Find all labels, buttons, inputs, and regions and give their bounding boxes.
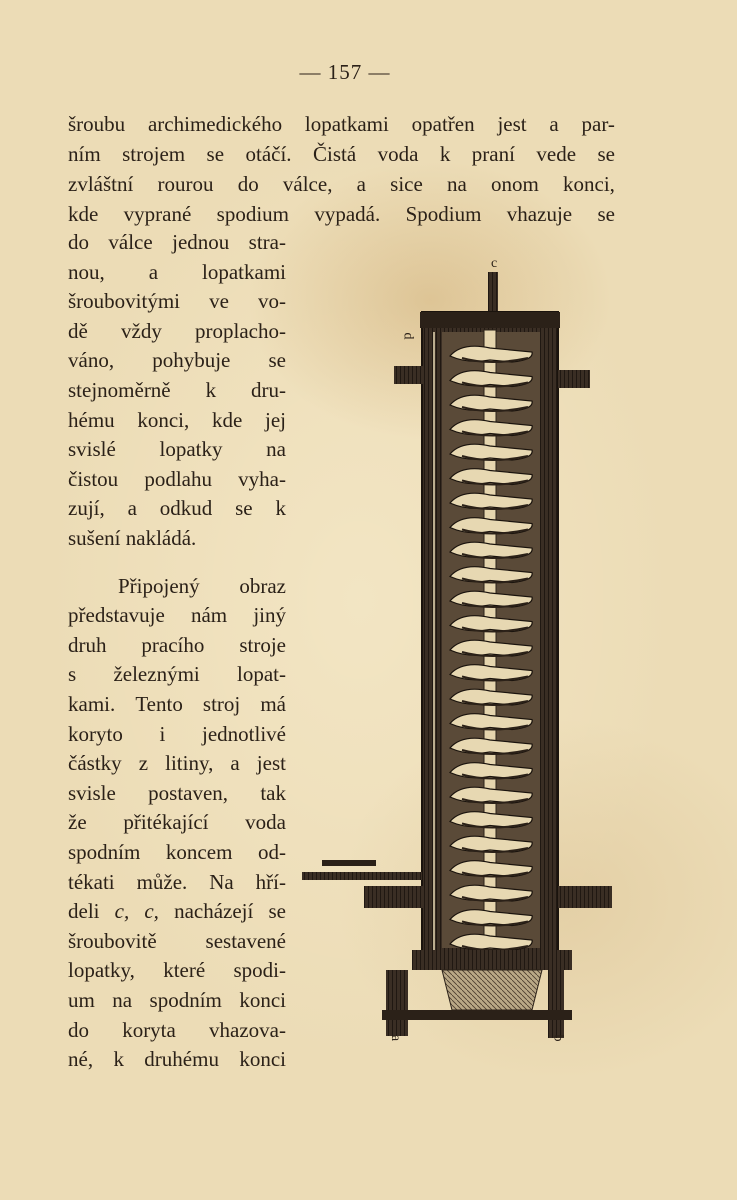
text-line: s železnými lopat- xyxy=(68,662,286,687)
text-line: zují, a odkud se k xyxy=(68,496,286,521)
text-line: tékati může. Na hří- xyxy=(68,869,286,894)
text-line: svislé lopatky na xyxy=(68,437,286,462)
text-line: do koryta vhazova- xyxy=(68,1017,286,1042)
text-line: hému konci, kde jej xyxy=(68,407,286,432)
text-line: svisle postaven, tak xyxy=(68,780,286,805)
figure-label-d: d xyxy=(400,332,416,340)
text-line: zvláštní rourou do válce, a sice na onom konci, xyxy=(68,172,615,196)
text-line: deli c, c, nacházejí se xyxy=(68,899,286,924)
text-line: šroubu archimedického lopatkami opatřen jest a par- xyxy=(68,112,615,136)
text-line: sušení nakládá. xyxy=(68,526,197,550)
page-number: — 157 — xyxy=(299,60,391,84)
text-line: částky z litiny, a jest xyxy=(68,751,286,776)
machine-illustration xyxy=(292,250,622,1070)
text-line: ním strojem se otáčí. Čistá voda k praní vede se xyxy=(68,142,615,166)
text-line: stejnoměrně k dru- xyxy=(68,378,286,402)
text-line: né, k druhému konci xyxy=(68,1047,286,1072)
text-line: um na spodním konci xyxy=(68,988,286,1012)
text-line: druh pracího stroje xyxy=(68,632,286,657)
text-line: koryto i jednotlivé xyxy=(68,721,286,746)
text-line: Připojený obraz xyxy=(118,573,286,598)
text-line: do válce jednou stra- xyxy=(68,230,286,254)
text-line: váno, pohybuje se xyxy=(68,348,286,373)
text-line: představuje nám jiný xyxy=(68,603,286,628)
text-line: šroubovitě sestavené xyxy=(68,928,286,953)
text-line: kami. Tento stroj má xyxy=(68,692,286,716)
text-line: spodním koncem od- xyxy=(68,840,286,864)
figure-label-a: a xyxy=(388,1034,404,1042)
text-line: šroubovitými ve vo- xyxy=(68,289,286,314)
text-line: že přitékající voda xyxy=(68,810,286,835)
text-line: lopatky, které spodi- xyxy=(68,958,286,983)
figure-label-c: c xyxy=(491,256,498,271)
text-line: čistou podlahu vyha- xyxy=(68,466,286,491)
figure-label-b: b xyxy=(550,1034,566,1042)
text-line: kde vyprané spodium vypadá. Spodium vhazuje se xyxy=(68,202,615,226)
text-line: dě vždy proplacho- xyxy=(68,318,286,343)
washing-machine-engraving xyxy=(292,250,622,1070)
text-line: nou, a lopatkami xyxy=(68,259,286,284)
